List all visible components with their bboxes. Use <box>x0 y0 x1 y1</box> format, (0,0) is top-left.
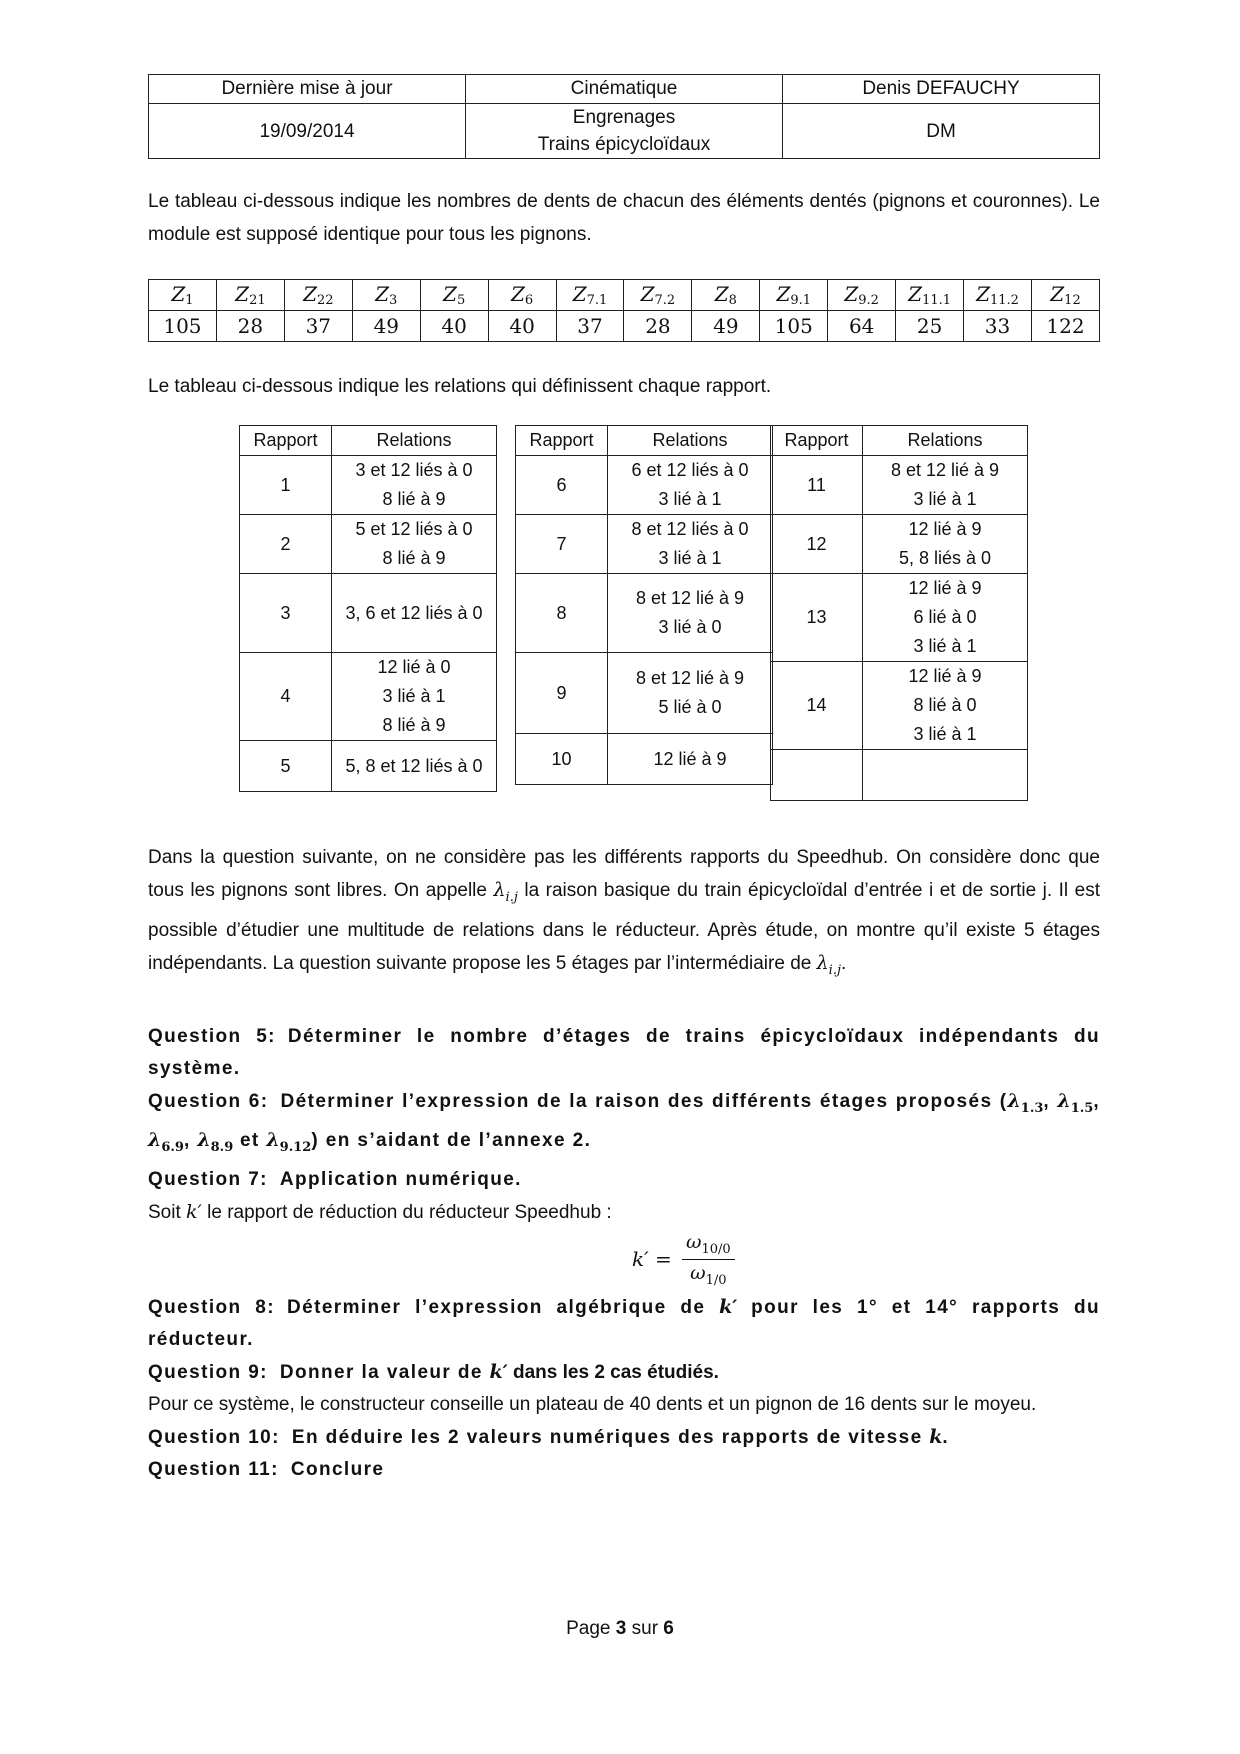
rapport-header: Rapport <box>240 426 332 456</box>
teeth-value-cell: 105 <box>149 311 217 342</box>
teeth-value-cell: 28 <box>624 311 692 342</box>
relation-line: 3 lié à 1 <box>658 548 722 568</box>
relations-header: Relations <box>332 426 497 456</box>
constructeur-paragraph: Pour ce système, le constructeur conseille un plateau de 40 dents et un pignon de 16 dents sur le moyeu. <box>148 1394 1037 1416</box>
header-topic <box>466 104 783 159</box>
relation-line: 12 lié à 9 <box>908 578 982 598</box>
relation-cell <box>863 750 1028 801</box>
relation-line: 8 et 12 lié à 9 <box>635 668 745 688</box>
teeth-value-cell: 122 <box>1031 311 1099 342</box>
relations-intro: Le tableau ci-dessous indique les relations qui définissent chaque rapport. <box>148 376 772 397</box>
relations-header: Relations <box>863 426 1028 456</box>
relation-line: 5, 8 et 12 liés à 0 <box>345 755 483 776</box>
teeth-label-cell: $Z_3$ <box>352 280 420 311</box>
header-topic-line1: Engrenages <box>572 107 676 128</box>
relation-row <box>771 750 1028 801</box>
header-subject: Cinématique <box>466 75 783 104</box>
relation-line: 5 lié à 0 <box>658 697 722 717</box>
relation-cell <box>332 574 497 653</box>
relation-row <box>516 515 773 574</box>
relation-cell <box>332 741 497 792</box>
rapport-number: 6 <box>516 456 608 515</box>
relation-line: 3, 6 et 12 liés à 0 <box>345 602 483 623</box>
relation-line: 3 et 12 liés à 0 <box>355 460 473 480</box>
relation-cell <box>608 653 773 734</box>
relation-line: 3 lié à 0 <box>658 617 722 637</box>
relation-row <box>240 456 497 515</box>
rapport-number: 2 <box>240 515 332 574</box>
relation-line: 8 lié à 0 <box>913 695 977 715</box>
document-page <box>148 74 1100 1486</box>
rapport-number <box>771 750 863 801</box>
teeth-value-cell: 40 <box>420 311 488 342</box>
questions-block <box>148 1021 1100 1487</box>
rapport-number: 4 <box>240 653 332 741</box>
relation-row <box>771 456 1028 515</box>
rapport-number: 3 <box>240 574 332 653</box>
question-6: Question 6: Déterminer l’expression de la raison des différents étages proposés ($\lambda_{1.3}$, $\lambda_{1.5}$, $\lambda_{6.9}$, $\lambda_{8.9}$ et $\lambda_{9.12}$) en s’aidant de l’annexe 2. <box>148 1089 1100 1156</box>
teeth-value-cell: 105 <box>760 311 828 342</box>
relation-row <box>516 734 773 785</box>
relation-line: 12 lié à 0 <box>377 657 451 677</box>
teeth-label-row <box>149 280 1100 311</box>
relation-line: 3 lié à 1 <box>913 636 977 656</box>
relation-row <box>240 653 497 741</box>
context-paragraph: Dans la question suivante, on ne considère pas les différents rapports du Speedhub. On considère donc que tous les pignons sont libres. On appelle $\lambda_{i.j}$ la raison basique du train épicycloïdal d’entrée i et de sortie j. Il est possible d’étudier une multitude de relations dans le réducteur. Après étude, on montre qu’il existe 5 étages indépendants. La question suivante propose les 5 étages par l’intermédiaire de $\lambda_{i.j}$. <box>148 847 1100 978</box>
teeth-value-cell: 25 <box>896 311 964 342</box>
relation-row <box>516 456 773 515</box>
intro-paragraph: Le tableau ci-dessous indique les nombres de dents de chacun des éléments dentés (pignons et couronnes). Le module est supposé identique pour tous les pignons. <box>148 191 1100 245</box>
teeth-table <box>148 279 1100 342</box>
relation-line: 8 lié à 9 <box>382 715 446 735</box>
teeth-label-cell: $Z_{12}$ <box>1031 280 1099 311</box>
relations-header: Relations <box>608 426 773 456</box>
soit-paragraph: Soit k′ le rapport de réduction du réducteur Speedhub : <box>148 1201 612 1224</box>
relation-cell <box>863 515 1028 574</box>
teeth-value-cell: 64 <box>828 311 896 342</box>
relation-line: 8 lié à 9 <box>382 548 446 568</box>
header-topic-line2: Trains épicycloïdaux <box>537 134 711 155</box>
rapport-number: 13 <box>771 574 863 662</box>
relation-cell <box>332 456 497 515</box>
relations-table-1 <box>239 425 497 792</box>
question-8: Question 8: Déterminer l’expression algébrique de k′ pour les 1° et 14° rapports du réducteur. <box>148 1296 1100 1351</box>
teeth-label-cell: $Z_{21}$ <box>216 280 284 311</box>
question-5: Question 5: Déterminer le nombre d’étages de trains épicycloïdaux indépendants du système. <box>148 1025 1100 1079</box>
relation-line: 12 lié à 9 <box>908 519 982 539</box>
rapport-number: 12 <box>771 515 863 574</box>
relation-cell <box>863 456 1028 515</box>
teeth-label-cell: $Z_1$ <box>149 280 217 311</box>
page-footer: Page 3 sur 6 <box>566 1618 674 1639</box>
teeth-label-cell: $Z_8$ <box>692 280 760 311</box>
relation-line: 12 lié à 9 <box>908 666 982 686</box>
header-last-update-label: Dernière mise à jour <box>149 75 466 104</box>
relation-cell <box>608 515 773 574</box>
header-date: 19/09/2014 <box>149 104 466 159</box>
relation-row <box>516 653 773 734</box>
question-11: Question 11: Conclure <box>148 1459 385 1481</box>
question-9: Question 9: Donner la valeur de k′ dans les 2 cas étudiés. <box>148 1361 719 1384</box>
relation-row <box>771 662 1028 750</box>
header-type: DM <box>783 104 1100 159</box>
relation-line: 3 lié à 1 <box>913 489 977 509</box>
relation-line: 6 et 12 liés à 0 <box>631 460 749 480</box>
relations-tables <box>148 425 1100 811</box>
teeth-label-cell: $Z_{7.1}$ <box>556 280 624 311</box>
teeth-value-row <box>149 311 1100 342</box>
relation-cell <box>608 734 773 785</box>
teeth-label-cell: $Z_6$ <box>488 280 556 311</box>
relation-row <box>240 574 497 653</box>
rapport-number: 14 <box>771 662 863 750</box>
relation-line: 3 lié à 1 <box>913 724 977 744</box>
relation-line: 5, 8 liés à 0 <box>898 548 992 568</box>
relation-line: 12 lié à 9 <box>653 748 727 769</box>
rapport-number: 7 <box>516 515 608 574</box>
teeth-value-cell: 49 <box>352 311 420 342</box>
relation-cell <box>608 574 773 653</box>
relation-row <box>771 574 1028 662</box>
rapport-header: Rapport <box>516 426 608 456</box>
teeth-value-cell: 28 <box>216 311 284 342</box>
relation-line: 8 lié à 9 <box>382 489 446 509</box>
relation-cell <box>863 574 1028 662</box>
rapport-header: Rapport <box>771 426 863 456</box>
relations-table-2 <box>515 425 773 785</box>
teeth-label-cell: $Z_{7.2}$ <box>624 280 692 311</box>
lambda-ij-symbol: $\lambda_{i.j}$ <box>493 879 518 905</box>
relation-row <box>240 741 497 792</box>
teeth-label-cell: $Z_{11.2}$ <box>964 280 1032 311</box>
relation-row <box>240 515 497 574</box>
relation-line: 6 lié à 0 <box>913 607 977 627</box>
relation-row <box>516 574 773 653</box>
relation-cell <box>332 653 497 741</box>
relation-line: 3 lié à 1 <box>658 489 722 509</box>
teeth-label-cell: $Z_{9.1}$ <box>760 280 828 311</box>
rapport-number: 1 <box>240 456 332 515</box>
teeth-label-cell: $Z_{11.1}$ <box>896 280 964 311</box>
relation-line: 5 et 12 liés à 0 <box>355 519 473 539</box>
teeth-value-cell: 37 <box>284 311 352 342</box>
teeth-label-cell: $Z_{9.2}$ <box>828 280 896 311</box>
omega-fraction: $\frac{\omega_{10/0}}{\omega_{1/0}}$ <box>682 1231 735 1288</box>
teeth-value-cell: 37 <box>556 311 624 342</box>
relation-line: 8 et 12 liés à 0 <box>631 519 749 539</box>
teeth-value-cell: 40 <box>488 311 556 342</box>
k-prime-formula: k′ = $\frac{\omega_{10/0}}{\omega_{1/0}}$ <box>208 1231 1100 1287</box>
relation-line: 3 lié à 1 <box>382 686 446 706</box>
relations-table-3 <box>770 425 1028 801</box>
question-10: Question 10: En déduire les 2 valeurs numériques des rapports de vitesse k. <box>148 1426 950 1449</box>
rapport-number: 11 <box>771 456 863 515</box>
teeth-value-cell: 33 <box>964 311 1032 342</box>
teeth-label-cell: $Z_{22}$ <box>284 280 352 311</box>
rapport-number: 5 <box>240 741 332 792</box>
teeth-label-cell: $Z_5$ <box>420 280 488 311</box>
rapport-number: 10 <box>516 734 608 785</box>
k-prime-symbol: k′ <box>186 1201 202 1224</box>
lambda-ij-symbol: $\lambda_{i.j}$ <box>816 951 841 978</box>
relation-line: 8 et 12 lié à 9 <box>635 588 745 608</box>
header-table <box>148 74 1100 159</box>
relation-line: 8 et 12 lié à 9 <box>890 460 1000 480</box>
header-author: Denis DEFAUCHY <box>783 75 1100 104</box>
question-7: Question 7: Application numérique. <box>148 1169 522 1191</box>
relation-row <box>771 515 1028 574</box>
teeth-value-cell: 49 <box>692 311 760 342</box>
relation-cell <box>608 456 773 515</box>
relation-cell <box>863 662 1028 750</box>
rapport-number: 8 <box>516 574 608 653</box>
rapport-number: 9 <box>516 653 608 734</box>
relation-cell <box>332 515 497 574</box>
